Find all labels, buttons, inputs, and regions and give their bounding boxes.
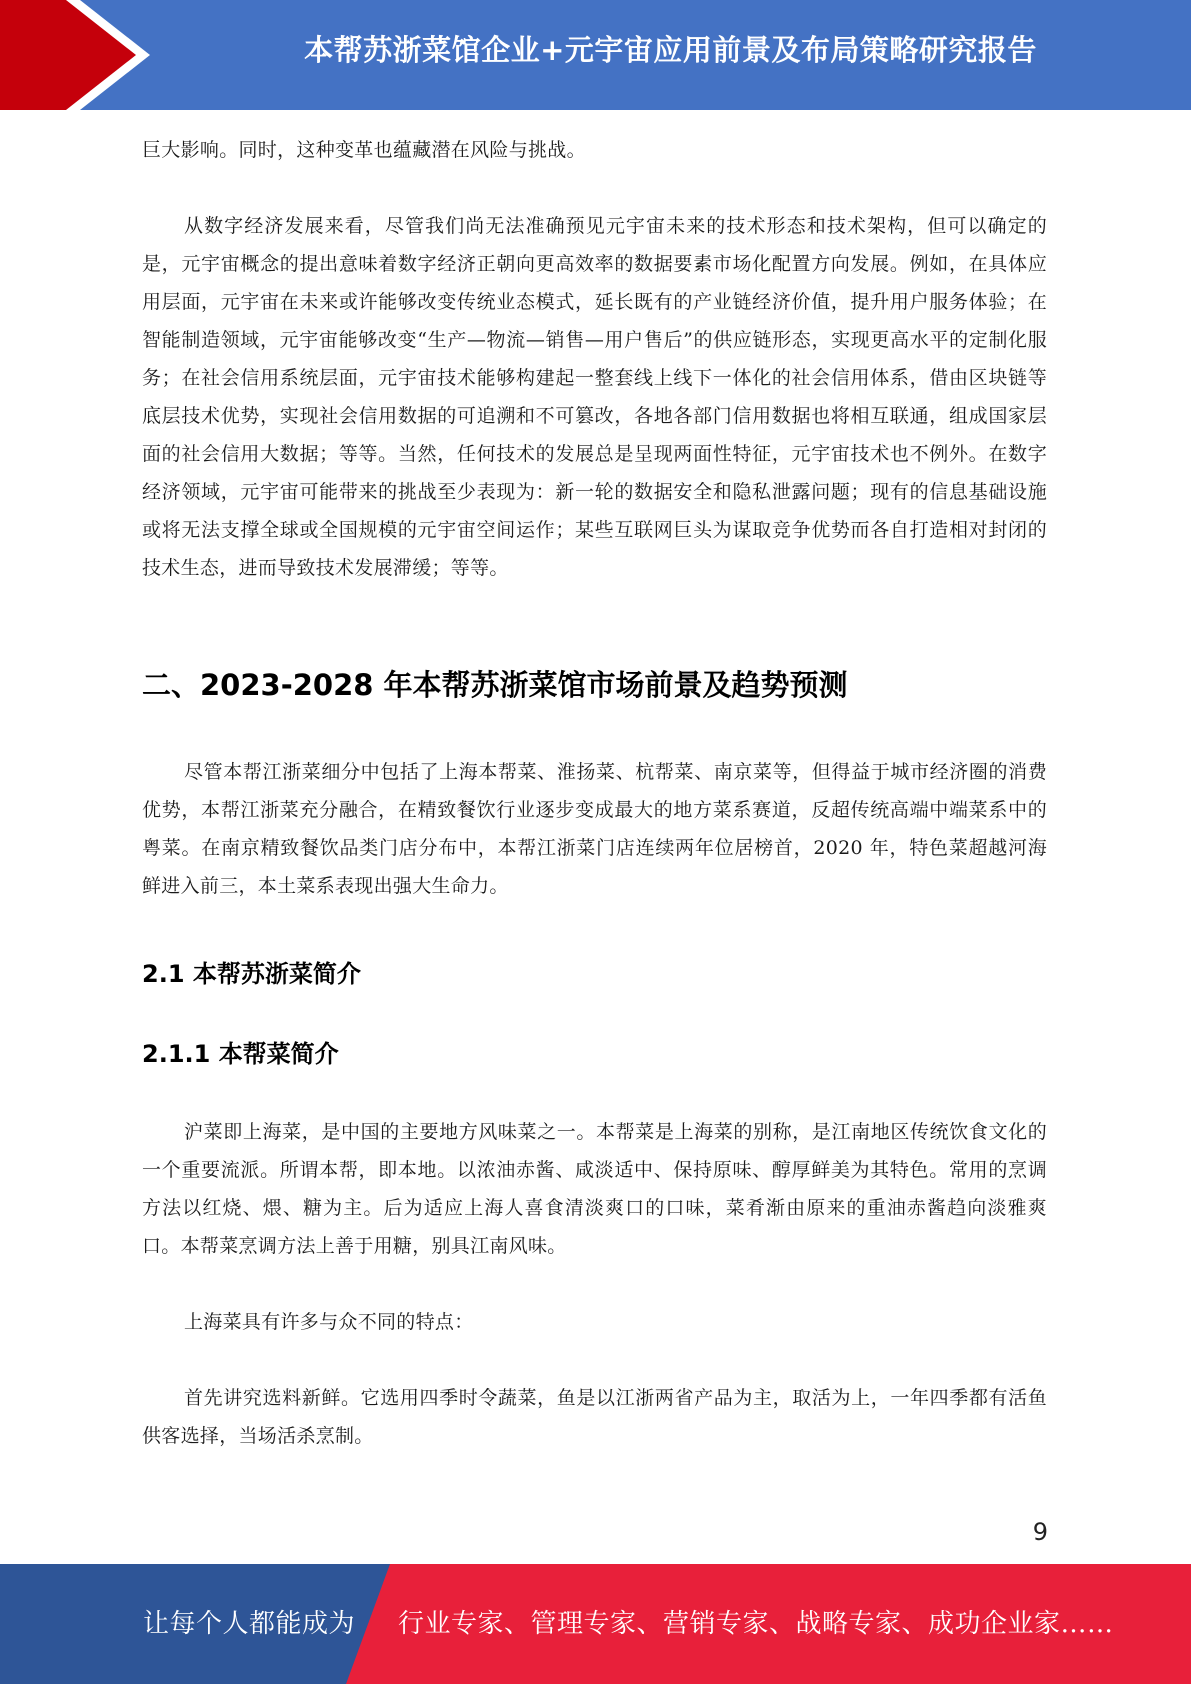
subsection-heading-2-1: 2.1 本帮苏浙菜简介 [142, 960, 361, 988]
paragraph-intro-tail: 巨大影响。同时，这种变革也蕴藏潜在风险与挑战。 [142, 139, 586, 161]
paragraph-digital-economy: 从数字经济发展来看，尽管我们尚无法准确预见元宇宙未来的技术形态和技术架构，但可以确定的是，元宇宙概念的提出意味着数字经济正朝向更高效率的数据要素市场化配置方向发展。例如，在具体应用层面，元宇宙在未来或许能够改变传统业态模式，延长既有的产业链经济价值，提升用户服务体验；在智能制造领域，元宇宙能够改变“生产—物流—销售—用户售后”的供应链形态，实现更高水平的定制化服务；在社会信用系统层面，元宇宙技术能够构建起一整套线上线下一体化的社会信用体系，借由区块链等底层技术优势，实现社会信用数据的可追溯和不可篡改，各地各部门信用数据也将相互联通，组成国家层面的社会信用大数据；等等。当然，任何技术的发展总是呈现两面性特征，元宇宙技术也不例外。在数字经济领域，元宇宙可能带来的挑战至少表现为：新一轮的数据安全和隐私泄露问题；现有的信息基础设施或将无法支撑全球或全国规模的元宇宙空间运作；某些互联网巨头为谋取竞争优势而各自打造相对封闭的技术生态，进而导致技术发展滞缓；等等。 [142, 215, 1047, 579]
header-chevron-red [0, 0, 140, 110]
footer-slogan-right: 行业专家、管理专家、营销专家、战略专家、成功企业家…… [398, 1609, 1114, 1639]
paragraph-first-feature: 首先讲究选料新鲜。它选用四季时令蔬菜，鱼是以江浙两省产品为主，取活为上，一年四季都有活鱼供客选择，当场活杀烹制。 [142, 1387, 1047, 1447]
section-heading-2: 二、2023-2028 年本帮苏浙菜馆市场前景及趋势预测 [142, 668, 848, 702]
paragraph-features-intro: 上海菜具有许多与众不同的特点： [184, 1311, 474, 1333]
footer-banner [0, 1564, 1191, 1684]
page-content [142, 131, 1047, 1455]
footer-slogan-left: 让每个人都能成为 [143, 1609, 356, 1639]
report-title: 本帮苏浙菜馆企业+元宇宙应用前景及布局策略研究报告 [304, 33, 1037, 67]
page-number: 9 [1032, 1518, 1048, 1546]
header-banner [0, 0, 1191, 110]
paragraph-hucai: 沪菜即上海菜，是中国的主要地方风味菜之一。本帮菜是上海菜的别称，是江南地区传统饮食文化的一个重要流派。所谓本帮，即本地。以浓油赤酱、咸淡适中、保持原味、醇厚鲜美为其特色。常用的烹调方法以红烧、煨、糖为主。后为适应上海人喜食清淡爽口的口味，菜肴渐由原来的重油赤酱趋向淡雅爽口。本帮菜烹调方法上善于用糖，别具江南风味。 [142, 1121, 1047, 1257]
subsection-heading-2-1-1: 2.1.1 本帮菜简介 [142, 1040, 339, 1068]
paragraph-market: 尽管本帮江浙菜细分中包括了上海本帮菜、淮扬菜、杭帮菜、南京菜等，但得益于城市经济圈的消费优势，本帮江浙菜充分融合，在精致餐饮行业逐步变成最大的地方菜系赛道，反超传统高端中端菜系中的粤菜。在南京精致餐饮品类门店分布中，本帮江浙菜门店连续两年位居榜首，2020 年，特色菜超越河海鲜进入前三，本土菜系表现出强大生命力。 [142, 761, 1047, 897]
